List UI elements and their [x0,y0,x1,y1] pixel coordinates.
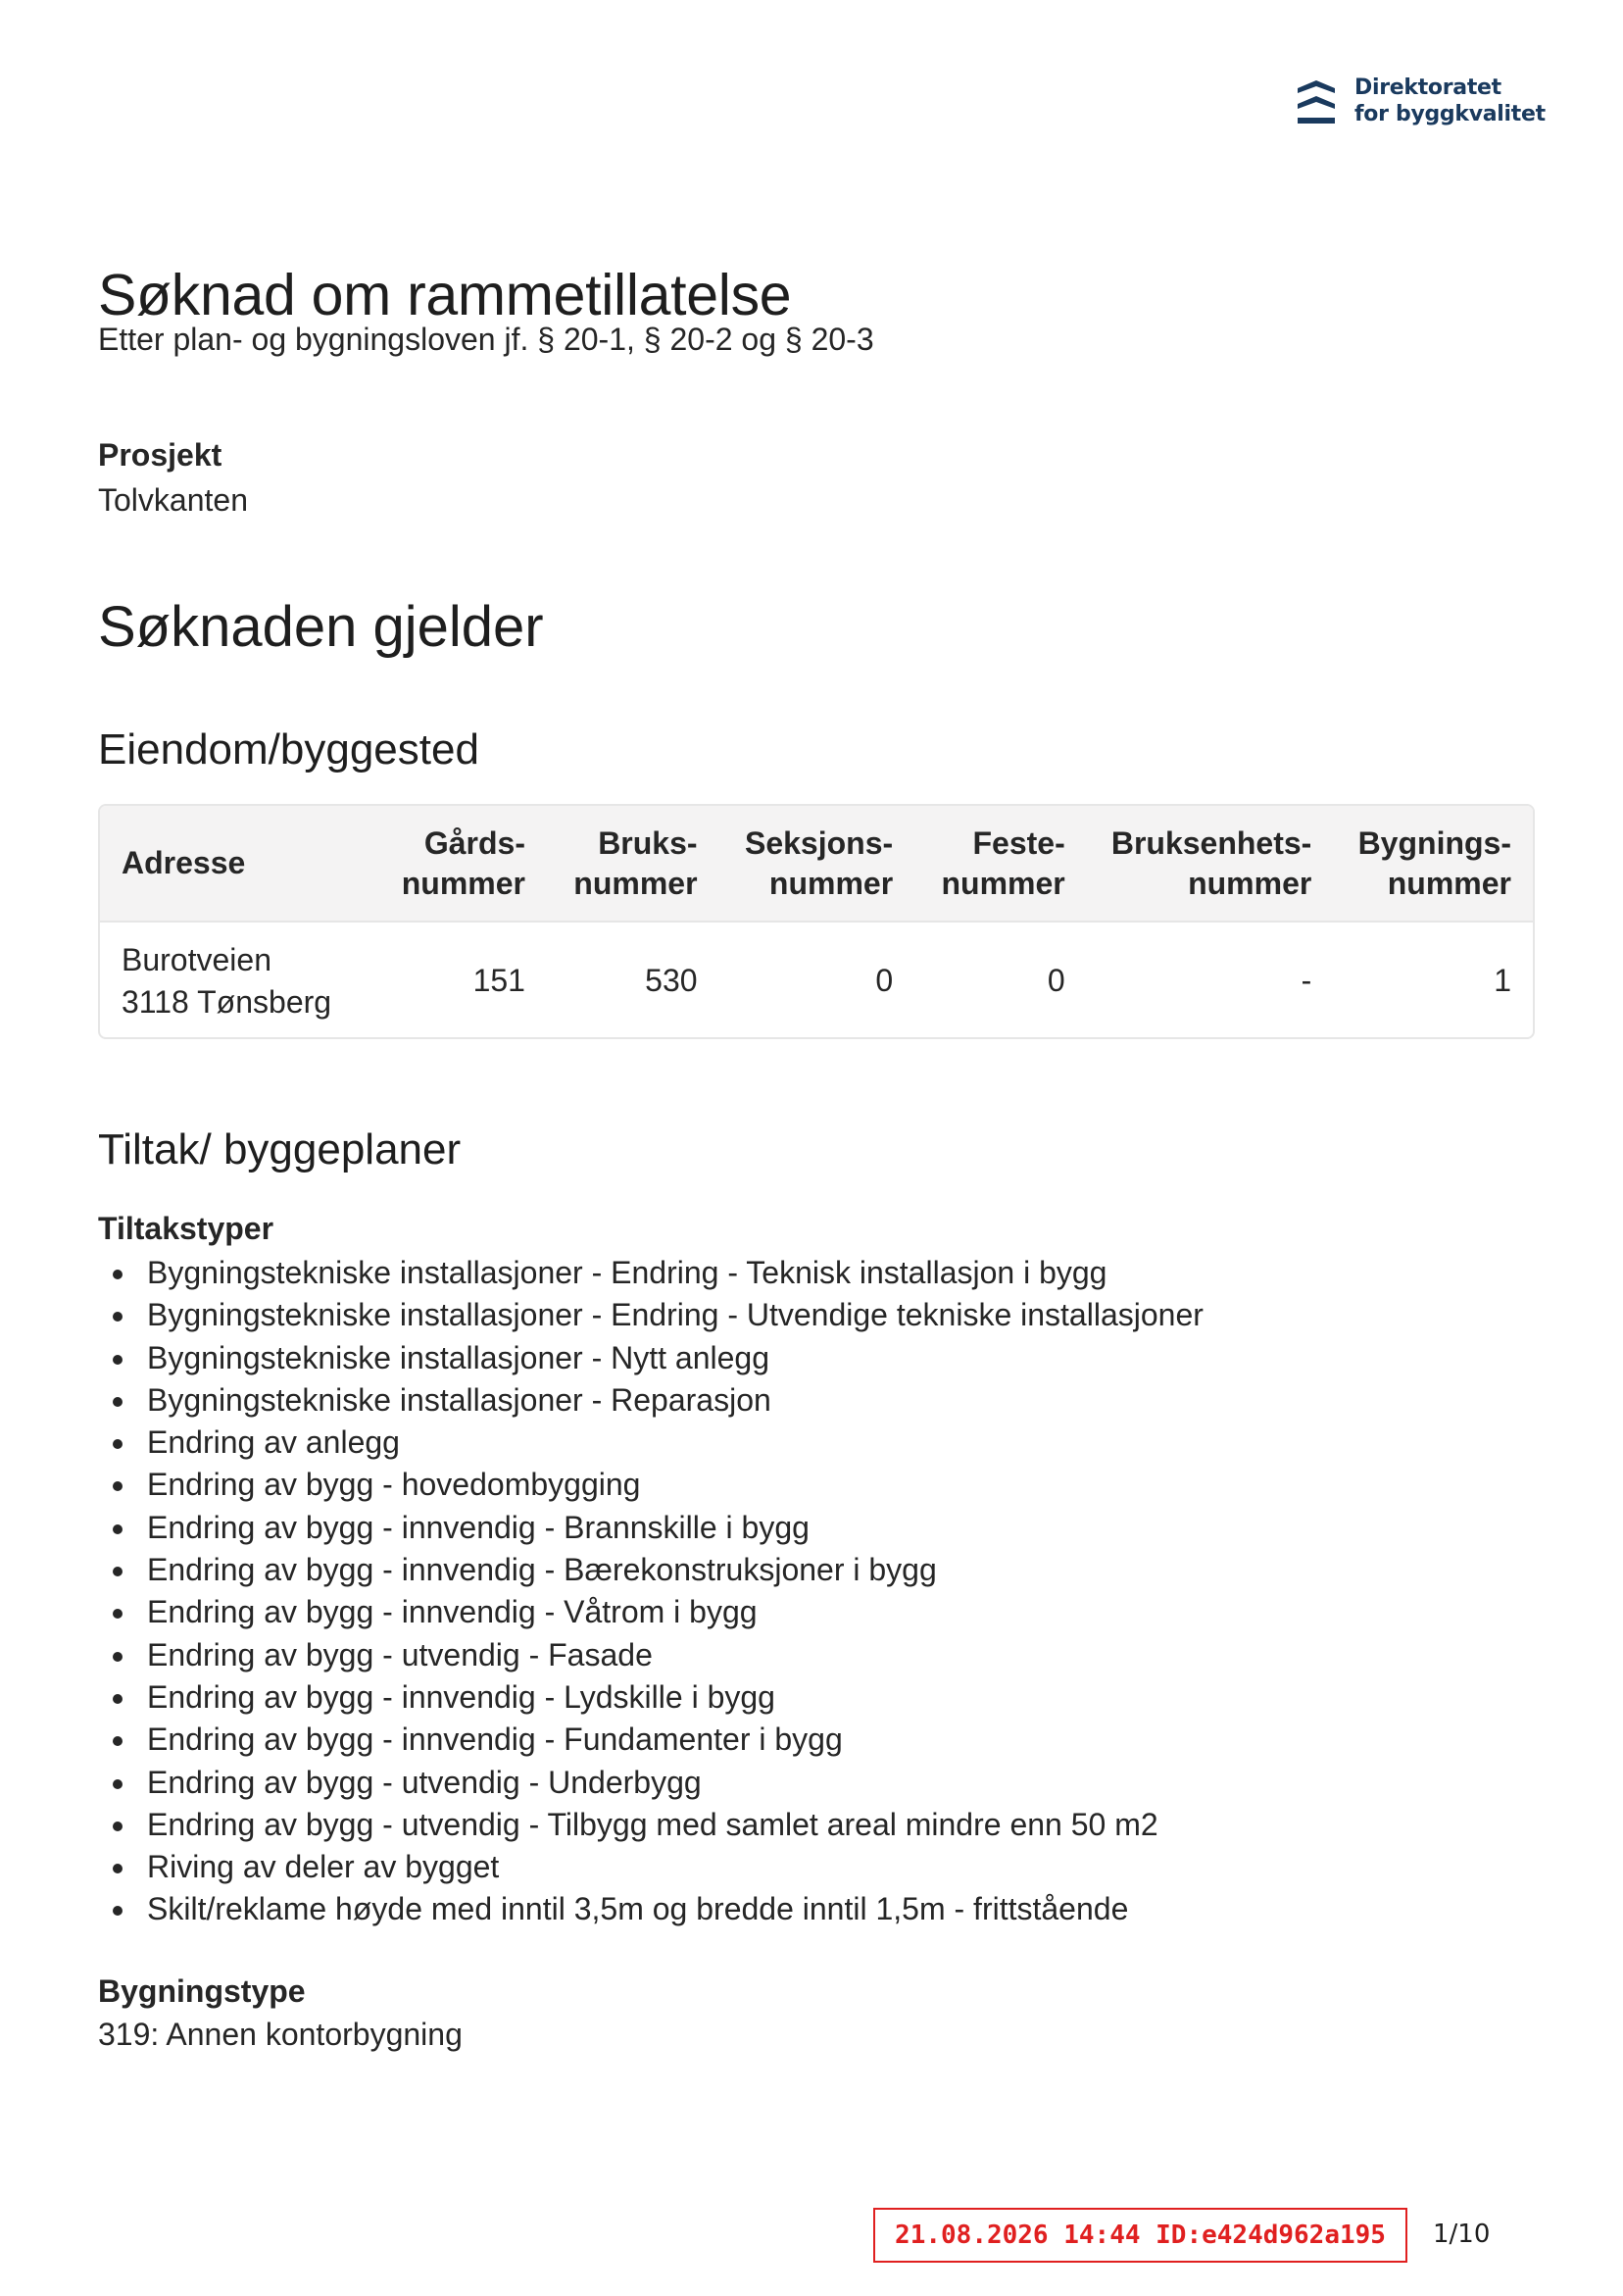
logo [1296,75,1546,127]
logo-text [1354,75,1546,127]
list-item: Endring av bygg - utvendig - Fasade [98,1634,1204,1676]
table-header-row [100,806,1533,922]
col-header-bygningsnummer: Bygnings- nummer [1333,806,1533,922]
dibk-logo-icon [1296,78,1337,127]
cell-adresse: Burotveien 3118 Tønsberg [122,941,332,1020]
cell-bygningsnummer: 1 [1494,963,1511,998]
list-item: Endring av bygg - innvendig - Lydskille i bygg [98,1676,1204,1719]
list-item: Endring av bygg - innvendig - Brannskille i bygg [98,1507,1204,1549]
col-header-seksjonsnummer: Seksjons- nummer [719,806,915,922]
list-item: Bygningstekniske installasjoner - Nytt anlegg [98,1337,1204,1379]
cell-festenummer: 0 [1047,963,1065,998]
section-heading: Søknaden gjelder [98,595,544,659]
col-header-bruksnummer: Bruks- nummer [547,806,719,922]
building-type-value: 319: Annen kontorbygning [98,2017,463,2052]
list-item: Skilt/reklame høyde med inntil 3,5m og bredde inntil 1,5m - frittstående [98,1888,1204,1930]
list-item: Bygningstekniske installasjoner - Endring - Utvendige tekniske installasjoner [98,1294,1204,1336]
document-subtitle: Etter plan- og bygningsloven jf. § 20-1, § 20-2 og § 20-3 [98,322,874,357]
col-header-festenummer: Feste- nummer [914,806,1087,922]
col-header-gardsnummer: Gårds- nummer [374,806,547,922]
measures-heading: Tiltak/ byggeplaner [98,1125,462,1173]
building-type-label: Bygningstype [98,1973,306,2009]
list-item: Riving av deler av bygget [98,1846,1204,1888]
timestamp-id-stamp: 21.08.2026 14:44 ID:e424d962a195 [873,2208,1407,2263]
page-number: 1/10 [1433,2220,1491,2249]
logo-text-line2: for byggkvalitet [1354,102,1546,126]
measure-types-list [98,1252,1204,1931]
property-heading: Eiendom/byggested [98,725,479,774]
list-item: Bygningstekniske installasjoner - Endring - Teknisk installasjon i bygg [98,1252,1204,1294]
list-item: Endring av bygg - innvendig - Bærekonstruksjoner i bygg [98,1549,1204,1591]
cell-bruksenhetsnummer: - [1301,963,1312,998]
table-row [100,922,1533,1039]
cell-gardsnummer: 151 [472,963,525,998]
list-item: Endring av bygg - hovedombygging [98,1464,1204,1506]
cell-bruksnummer: 530 [645,963,698,998]
list-item: Endring av bygg - innvendig - Fundamenter i bygg [98,1719,1204,1761]
document-title: Søknad om rammetillatelse [98,263,792,327]
list-item: Endring av bygg - utvendig - Tilbygg med samlet areal mindre enn 50 m2 [98,1804,1204,1846]
project-value: Tolvkanten [98,482,248,518]
list-item: Endring av anlegg [98,1422,1204,1464]
project-label: Prosjekt [98,437,222,473]
list-item: Bygningstekniske installasjoner - Reparasjon [98,1379,1204,1422]
logo-text-line1: Direktoratet [1354,75,1501,100]
col-header-adresse: Adresse [100,806,374,922]
measure-types-label: Tiltakstyper [98,1211,274,1246]
cell-seksjonsnummer: 0 [875,963,894,998]
list-item: Endring av bygg - utvendig - Underbygg [98,1762,1204,1804]
list-item: Endring av bygg - innvendig - Våtrom i bygg [98,1591,1204,1633]
col-header-bruksenhetsnummer: Bruksenhets- nummer [1087,806,1334,922]
property-table [98,804,1535,1039]
